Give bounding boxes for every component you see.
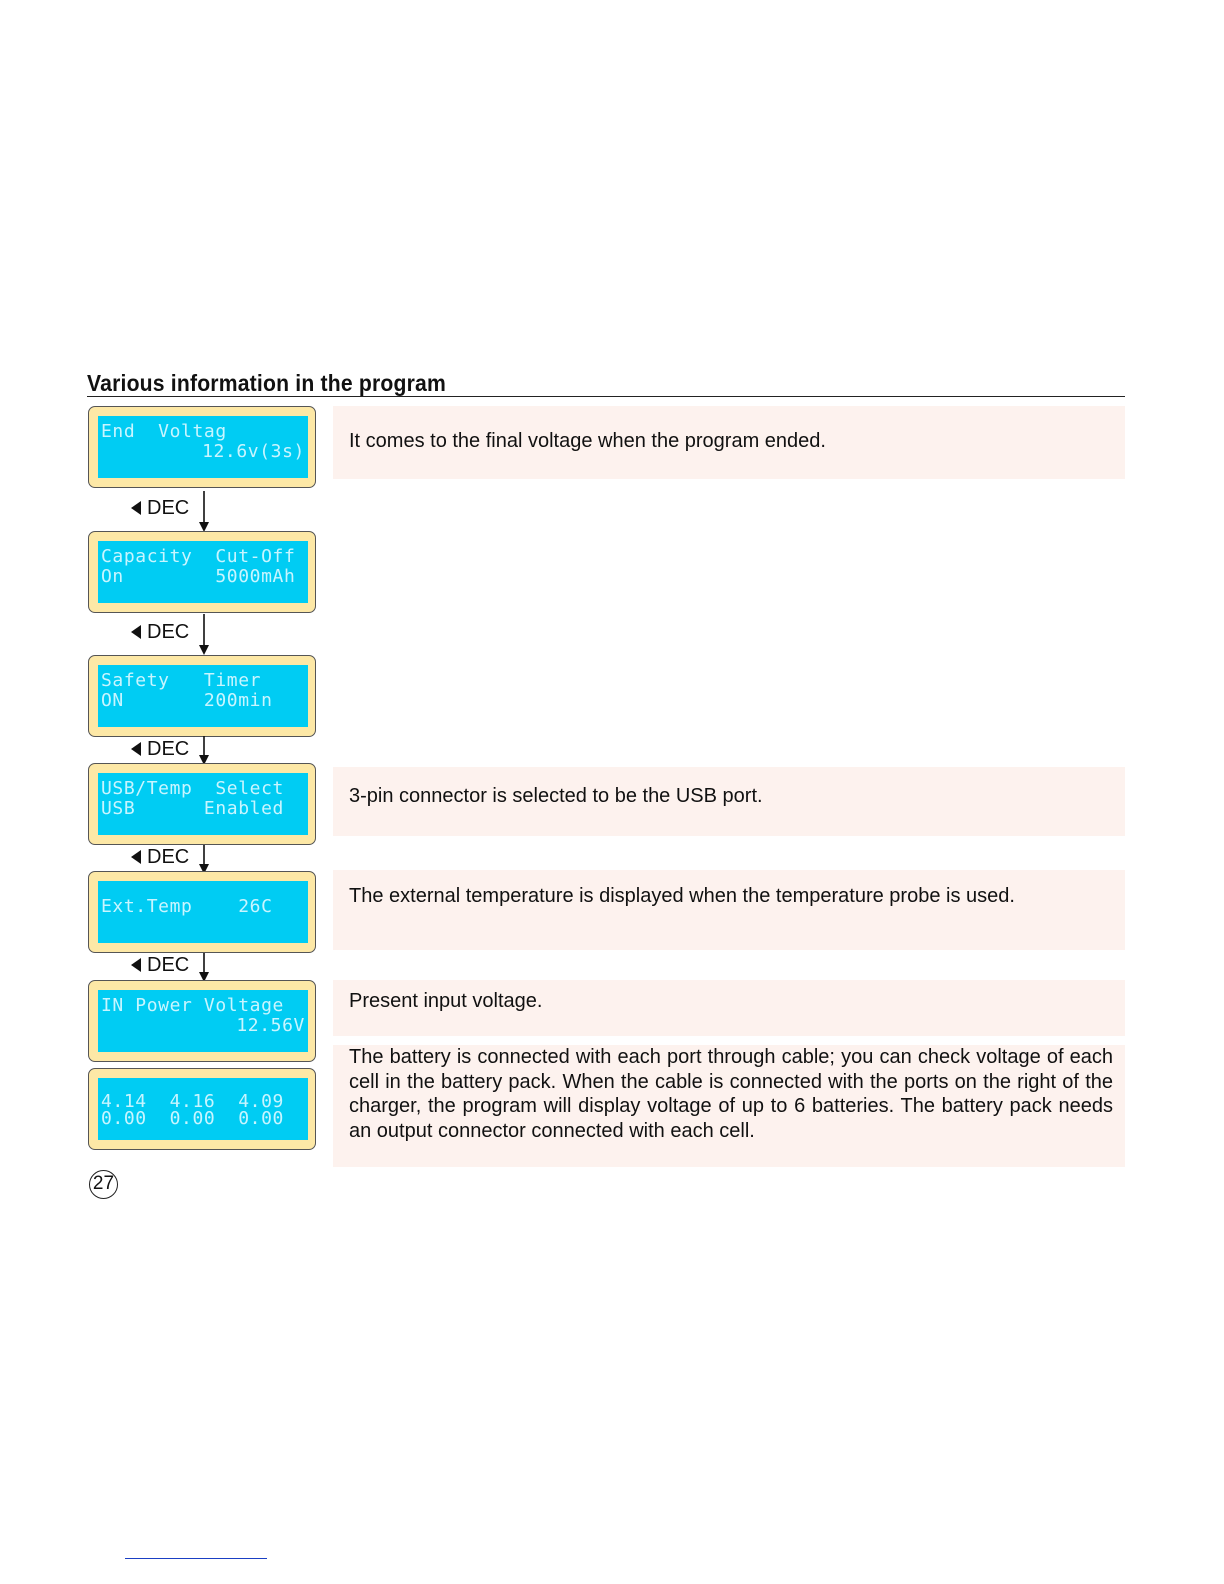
title-divider	[87, 396, 1125, 397]
desc-usb-temp: 3-pin connector is selected to be the USB port.	[333, 767, 1125, 836]
lcd-screen	[98, 773, 308, 835]
down-arrow-icon	[198, 736, 212, 765]
dec-label: DEC	[147, 737, 190, 760]
lcd-in-power-voltage	[88, 980, 316, 1062]
down-arrow-icon	[198, 845, 212, 874]
dec-indicator	[131, 845, 189, 869]
dec-indicator	[131, 953, 189, 977]
left-arrow-icon	[131, 958, 141, 972]
dec-indicator	[131, 496, 189, 520]
dec-label: DEC	[147, 845, 190, 868]
lcd-line-1: Ext.Temp 26C	[101, 896, 273, 917]
desc-cell-voltage: The battery is connected with each port through cable; you can check voltage of each cell in the battery pack. When the cable is connected with the ports on the right of the charger, the program will display voltage of up to 6 batteries. The battery pack needs an output connector connected with each cell.	[333, 1045, 1125, 1167]
down-arrow-icon	[198, 491, 212, 532]
desc-ext-temp: The external temperature is displayed when the temperature probe is used.	[333, 870, 1125, 950]
lcd-end-voltage	[88, 406, 316, 488]
left-arrow-icon	[131, 850, 141, 864]
left-arrow-icon	[131, 742, 141, 756]
lcd-usb-temp-select	[88, 763, 316, 845]
lcd-line-2: 0.00 0.00 0.00	[101, 1108, 284, 1129]
lcd-screen	[98, 881, 308, 943]
dec-label: DEC	[147, 953, 190, 976]
left-arrow-icon	[131, 501, 141, 515]
lcd-line-2: On 5000mAh	[101, 566, 296, 587]
lcd-cell-voltages	[88, 1068, 316, 1150]
page-number: 27	[89, 1170, 118, 1199]
dec-indicator	[131, 737, 189, 761]
lcd-ext-temp	[88, 871, 316, 953]
lcd-screen	[98, 1078, 308, 1140]
section-title: Various information in the program	[87, 370, 446, 396]
lcd-line-2: 12.56V	[236, 1015, 305, 1036]
footer-divider	[125, 1558, 267, 1559]
lcd-screen	[98, 990, 308, 1052]
desc-in-power: Present input voltage.	[333, 980, 1125, 1036]
lcd-screen	[98, 416, 308, 478]
lcd-line-1: 4.14 4.16 4.09	[101, 1091, 284, 1112]
lcd-line-1: USB/Temp Select	[101, 778, 284, 799]
lcd-screen	[98, 665, 308, 727]
lcd-line-2: 12.6v(3s)	[202, 441, 305, 462]
lcd-line-1: IN Power Voltage	[101, 995, 284, 1016]
lcd-line-1: End Voltag	[101, 421, 227, 442]
dec-label: DEC	[147, 496, 190, 519]
lcd-line-1: Capacity Cut-Off	[101, 546, 296, 567]
lcd-line-2: USB Enabled	[101, 798, 284, 819]
lcd-safety-timer	[88, 655, 316, 737]
lcd-screen	[98, 541, 308, 603]
lcd-line-1: Safety Timer	[101, 670, 262, 691]
down-arrow-icon	[198, 614, 212, 655]
lcd-capacity-cutoff	[88, 531, 316, 613]
left-arrow-icon	[131, 625, 141, 639]
dec-indicator	[131, 620, 189, 644]
desc-end-voltage: It comes to the final voltage when the program ended.	[333, 406, 1125, 479]
down-arrow-icon	[198, 953, 212, 982]
dec-label: DEC	[147, 620, 190, 643]
lcd-line-2: ON 200min	[101, 690, 273, 711]
